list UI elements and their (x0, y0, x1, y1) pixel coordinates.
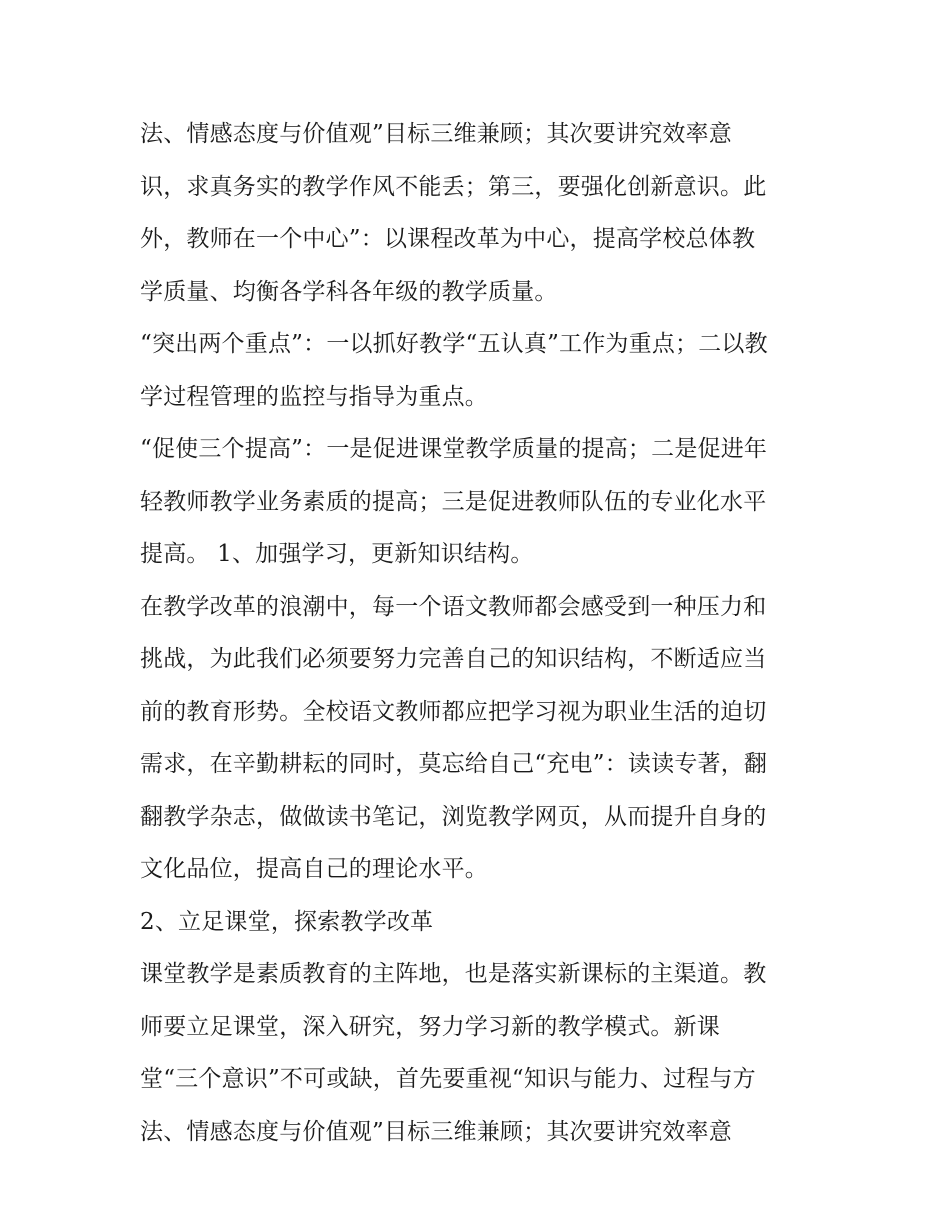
text-line-9: 提高。 1、加强学习，更新知识结构。 (140, 541, 534, 567)
text-line-20: 法、情感态度与价值观”目标三维兼顾；其次要讲究效率意 (140, 1118, 732, 1145)
text-line-6: 学过程管理的监控与指导为重点。 (140, 383, 488, 410)
text-line-16: 2、立足课堂，探索教学改革 (140, 908, 434, 935)
text-line-4: 学质量、均衡各学科各年级的教学质量。 (140, 278, 558, 305)
text-line-7: “促使三个提高”：一是促进课堂教学质量的提高；二是促进年 (140, 436, 768, 462)
document-body (140, 108, 840, 1158)
text-line-14: 翻教学杂志，做做读书笔记，浏览教学网页，从而提升自身的 (140, 803, 767, 830)
text-line-19: 堂“三个意识”不可或缺，首先要重视“知识与能力、过程与方 (140, 1066, 756, 1092)
text-line-11: 挑战，为此我们必须要努力完善自己的知识结构，不断适应当 (140, 646, 767, 672)
text-line-18: 师要立足课堂，深入研究，努力学习新的教学模式。新课 (140, 1013, 720, 1040)
text-line-2: 识，求真务实的教学作风不能丢；第三，要强化创新意识。此 (140, 173, 767, 200)
text-line-3: 外，教师在一个中心”：以课程改革为中心，提高学校总体教 (140, 226, 756, 252)
text-line-17: 课堂教学是素质教育的主阵地，也是落实新课标的主渠道。教 (140, 961, 767, 987)
text-line-13: 需求，在辛勤耕耘的同时，莫忘给自己“充电”：读读专著，翻 (140, 751, 768, 777)
text-line-15: 文化品位，提高自己的理论水平。 (140, 856, 488, 882)
text-line-8: 轻教师教学业务素质的提高；三是促进教师队伍的专业化水平 (140, 488, 767, 515)
text-line-10: 在教学改革的浪潮中，每一个语文教师都会感受到一种压力和 (140, 593, 767, 620)
text-line-12: 前的教育形势。全校语文教师都应把学习视为职业生活的迫切 (140, 698, 767, 725)
text-line-5: “突出两个重点”：一以抓好教学“五认真”工作为重点；二以教 (140, 331, 768, 357)
text-line-1: 法、情感态度与价值观”目标三维兼顾；其次要讲究效率意 (140, 121, 732, 147)
